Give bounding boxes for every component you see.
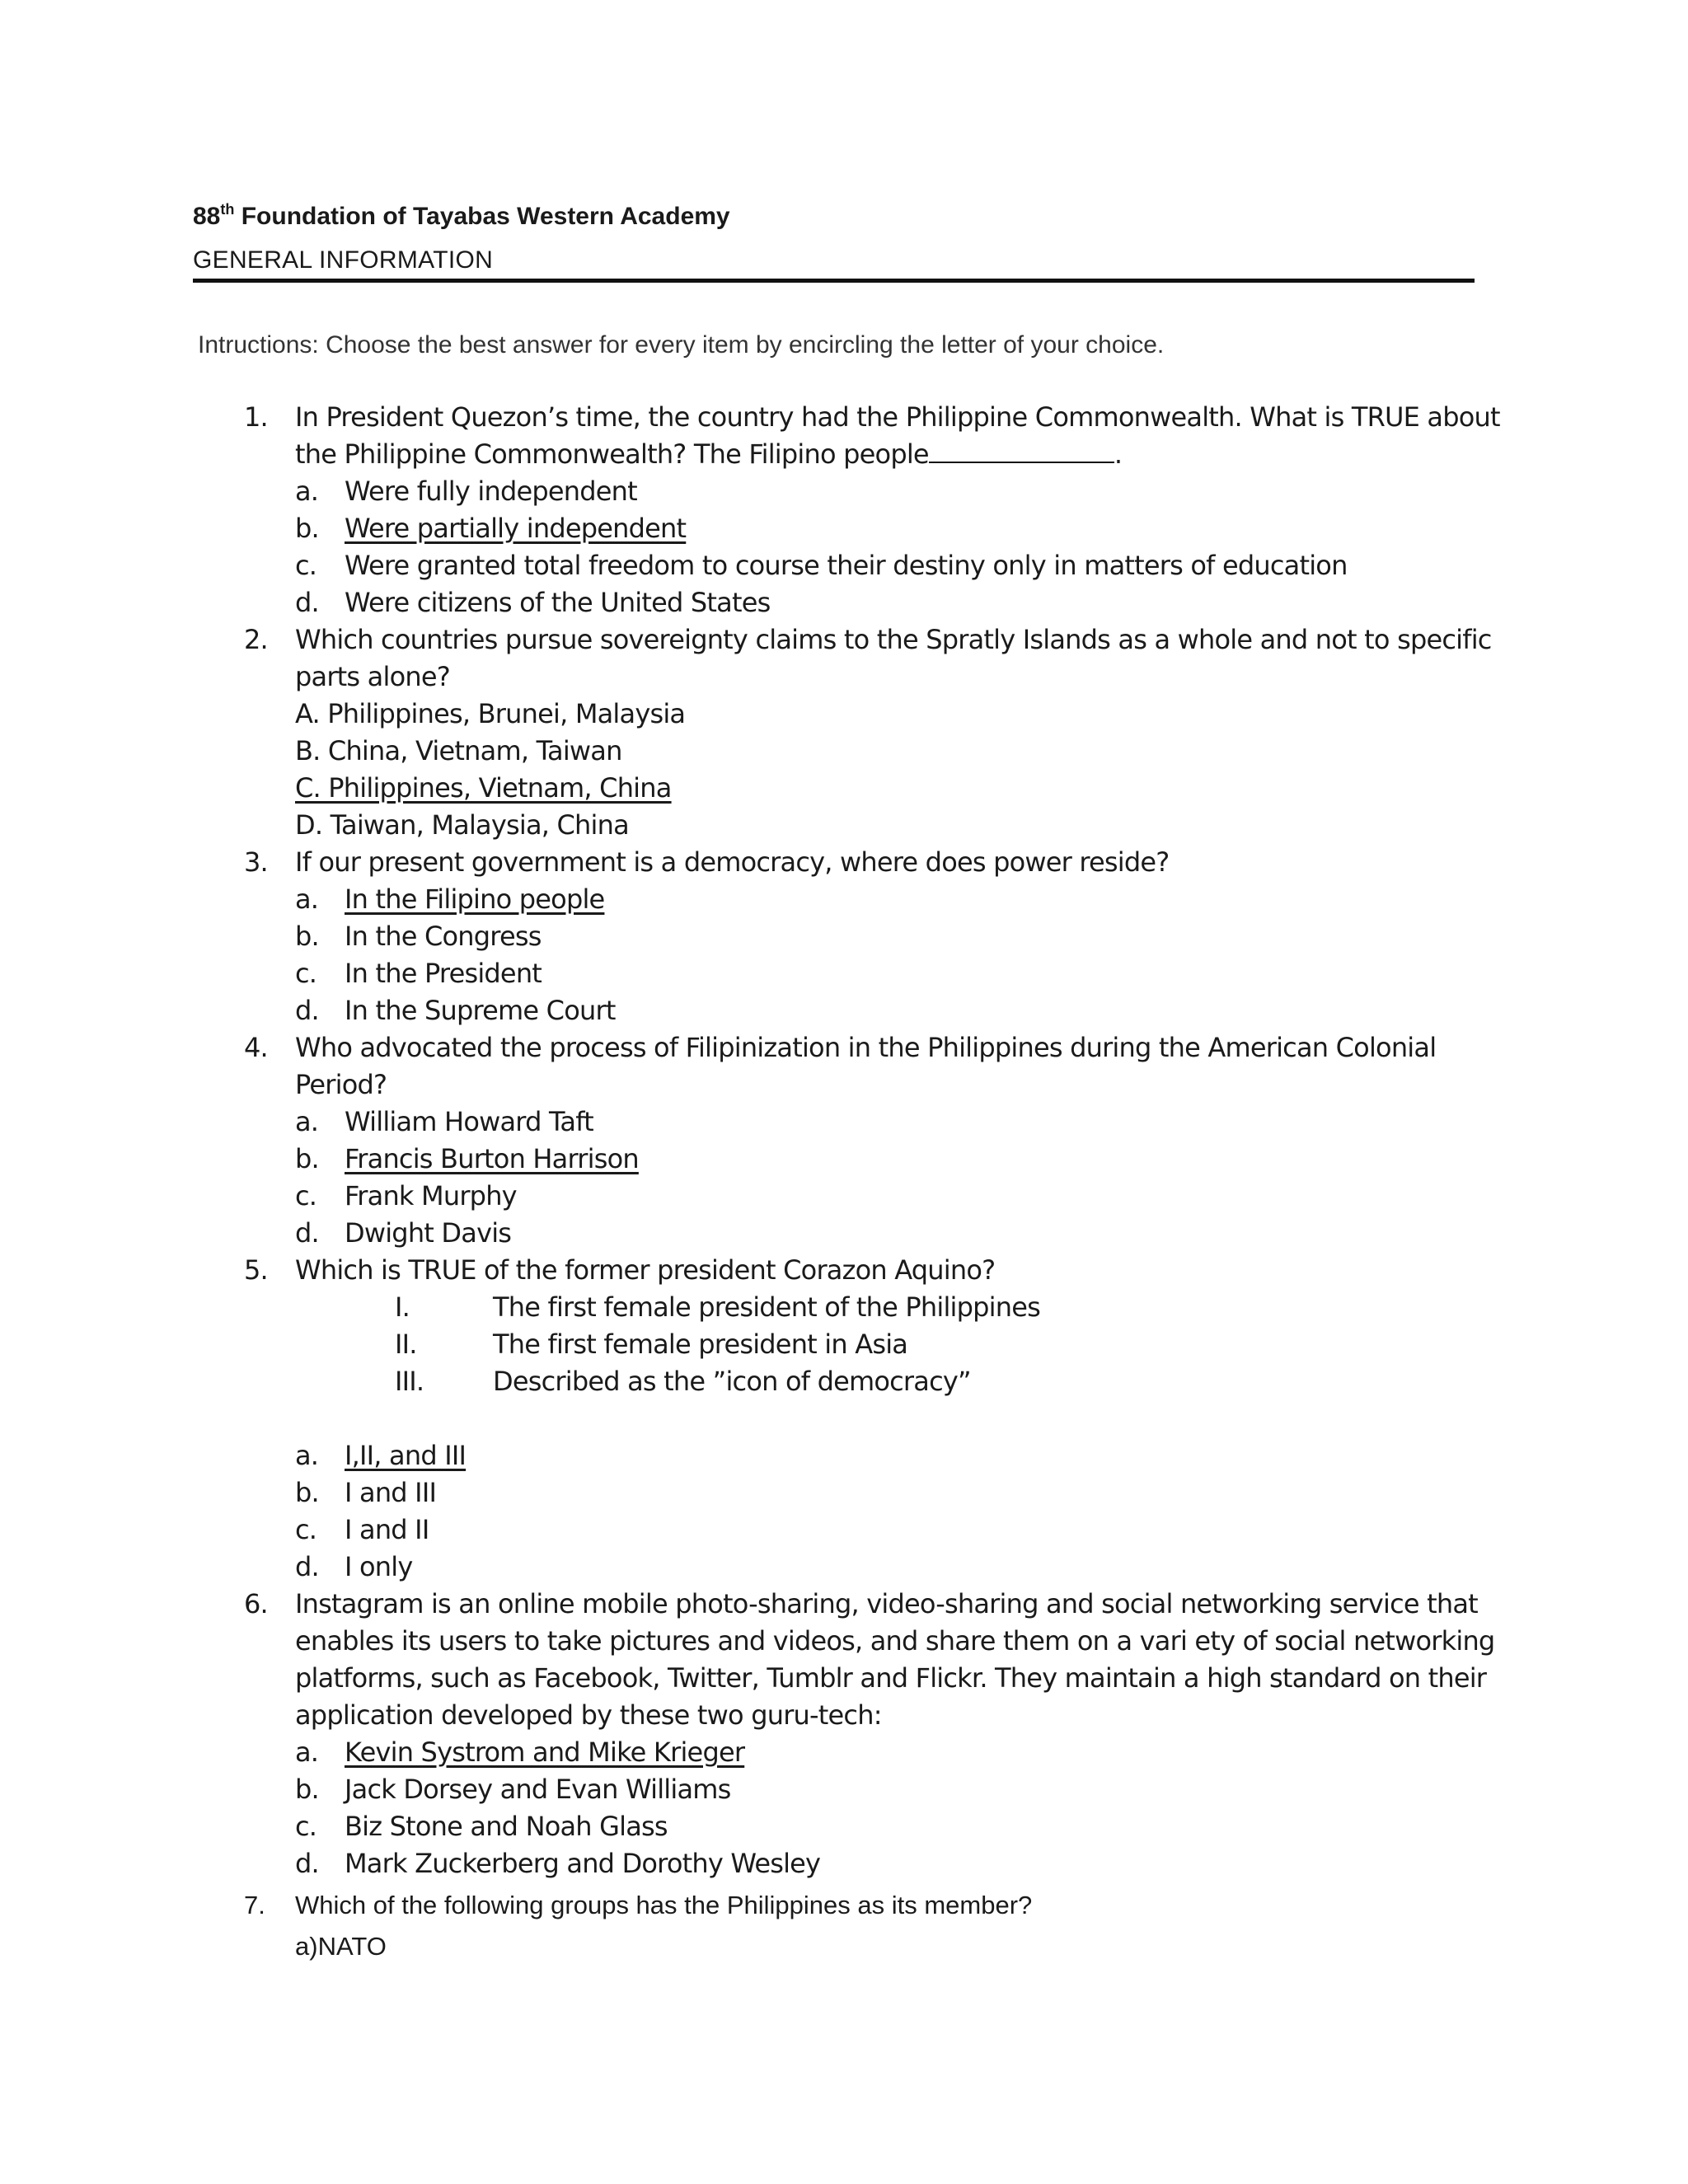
option-letter: c. xyxy=(295,550,317,581)
statement-numeral: III. xyxy=(395,1366,424,1397)
option-text: Were granted total freedom to course their destiny only in matters of education xyxy=(345,550,1348,581)
document-subtitle: GENERAL INFORMATION xyxy=(193,246,494,274)
question-6-line-3: platforms, such as Facebook, Twitter, Tumblr and Flickr. They maintain a high standard on their xyxy=(295,1662,1487,1694)
option-text: Were fully independent xyxy=(345,476,637,507)
question-7-line-1: Which of the following groups has the Philippines as its member? xyxy=(295,1891,1033,1919)
option-text-correct: In the Filipino people xyxy=(345,883,605,915)
question-2-number: 2. xyxy=(244,624,268,655)
option-text: In the Congress xyxy=(345,921,542,952)
option-text: I and II xyxy=(345,1514,429,1545)
option-text: William Howard Taft xyxy=(345,1106,593,1137)
option-text: I only xyxy=(345,1551,413,1582)
option-letter: c. xyxy=(295,1180,317,1212)
statement-numeral: II. xyxy=(395,1329,417,1360)
option-text: I and III xyxy=(345,1477,437,1508)
option-text: B. China, Vietnam, Taiwan xyxy=(295,735,622,766)
option-letter: a. xyxy=(295,883,319,915)
option-letter: c. xyxy=(295,958,317,989)
option-letter: c. xyxy=(295,1514,317,1545)
question-3-line-1: If our present government is a democracy, where does power reside? xyxy=(295,846,1170,878)
option-text: Were citizens of the United States xyxy=(345,587,771,618)
question-2-line-2: parts alone? xyxy=(295,661,450,692)
question-1-line-2-text: the Philippine Commonwealth? The Filipino people xyxy=(295,438,929,470)
option-text: Frank Murphy xyxy=(345,1180,517,1212)
option-letter: d. xyxy=(295,1848,319,1879)
statement-text: The first female president of the Philippines xyxy=(493,1291,1041,1323)
option-letter: b. xyxy=(295,1477,319,1508)
option-letter: c. xyxy=(295,1811,317,1842)
option-letter: d. xyxy=(295,1217,319,1249)
question-6-line-2: enables its users to take pictures and videos, and share them on a vari ety of social networking xyxy=(295,1625,1495,1657)
question-6-number: 6. xyxy=(244,1588,268,1619)
document-title xyxy=(193,201,730,231)
question-3-number: 3. xyxy=(244,846,268,878)
question-1-line-1: In President Quezon’s time, the country had the Philippine Commonwealth. What is TRUE about xyxy=(295,401,1500,433)
option-letter: b. xyxy=(295,921,319,952)
option-text: a)NATO xyxy=(295,1932,387,1961)
instructions: Intructions: Choose the best answer for every item by encircling the letter of your choice. xyxy=(198,331,1165,359)
option-text-correct: I,II, and III xyxy=(345,1440,467,1471)
title-superscript: th xyxy=(220,201,235,218)
title-number: 88 xyxy=(193,203,221,230)
option-letter: d. xyxy=(295,587,319,618)
question-7-number: 7. xyxy=(244,1891,265,1919)
question-4-number: 4. xyxy=(244,1032,268,1063)
question-4-line-2: Period? xyxy=(295,1069,387,1100)
question-1-period: . xyxy=(1114,438,1123,470)
option-text: D. Taiwan, Malaysia, China xyxy=(295,809,629,841)
option-text: Mark Zuckerberg and Dorothy Wesley xyxy=(345,1848,821,1879)
statement-text: The first female president in Asia xyxy=(493,1329,908,1360)
option-letter: a. xyxy=(295,1440,319,1471)
option-text: In the President xyxy=(345,958,542,989)
question-5-line-1: Which is TRUE of the former president Corazon Aquino? xyxy=(295,1254,996,1286)
option-text: Dwight Davis xyxy=(345,1217,512,1249)
option-letter: d. xyxy=(295,1551,319,1582)
question-2-line-1: Which countries pursue sovereignty claims to the Spratly Islands as a whole and not to specific xyxy=(295,624,1492,655)
statement-text: Described as the ”icon of democracy” xyxy=(493,1366,971,1397)
option-letter: b. xyxy=(295,1774,319,1805)
option-letter: a. xyxy=(295,1106,319,1137)
question-1-line-2 xyxy=(295,438,1122,470)
question-1-number: 1. xyxy=(244,401,268,433)
option-text-correct: Were partially independent xyxy=(345,513,687,544)
option-text: Jack Dorsey and Evan Williams xyxy=(345,1774,731,1805)
question-4-line-1: Who advocated the process of Filipinization in the Philippines during the American Colonial xyxy=(295,1032,1437,1063)
option-text-correct: C. Philippines, Vietnam, China xyxy=(295,772,672,804)
option-text: Biz Stone and Noah Glass xyxy=(345,1811,668,1842)
question-6-line-1: Instagram is an online mobile photo-sharing, video-sharing and social networking service that xyxy=(295,1588,1478,1619)
option-text-correct: Kevin Systrom and Mike Krieger xyxy=(345,1736,745,1768)
option-letter: b. xyxy=(295,513,319,544)
option-text-correct: Francis Burton Harrison xyxy=(345,1143,639,1174)
question-6-line-4: application developed by these two guru-tech: xyxy=(295,1699,882,1731)
option-letter: a. xyxy=(295,476,319,507)
option-letter: d. xyxy=(295,995,319,1026)
option-text: A. Philippines, Brunei, Malaysia xyxy=(295,698,686,729)
answer-blank xyxy=(929,440,1114,463)
question-5-number: 5. xyxy=(244,1254,268,1286)
option-letter: a. xyxy=(295,1736,319,1768)
title-text: Foundation of Tayabas Western Academy xyxy=(241,203,730,230)
option-text: In the Supreme Court xyxy=(345,995,616,1026)
option-letter: b. xyxy=(295,1143,319,1174)
header-rule xyxy=(193,279,1475,283)
statement-numeral: I. xyxy=(395,1291,410,1323)
